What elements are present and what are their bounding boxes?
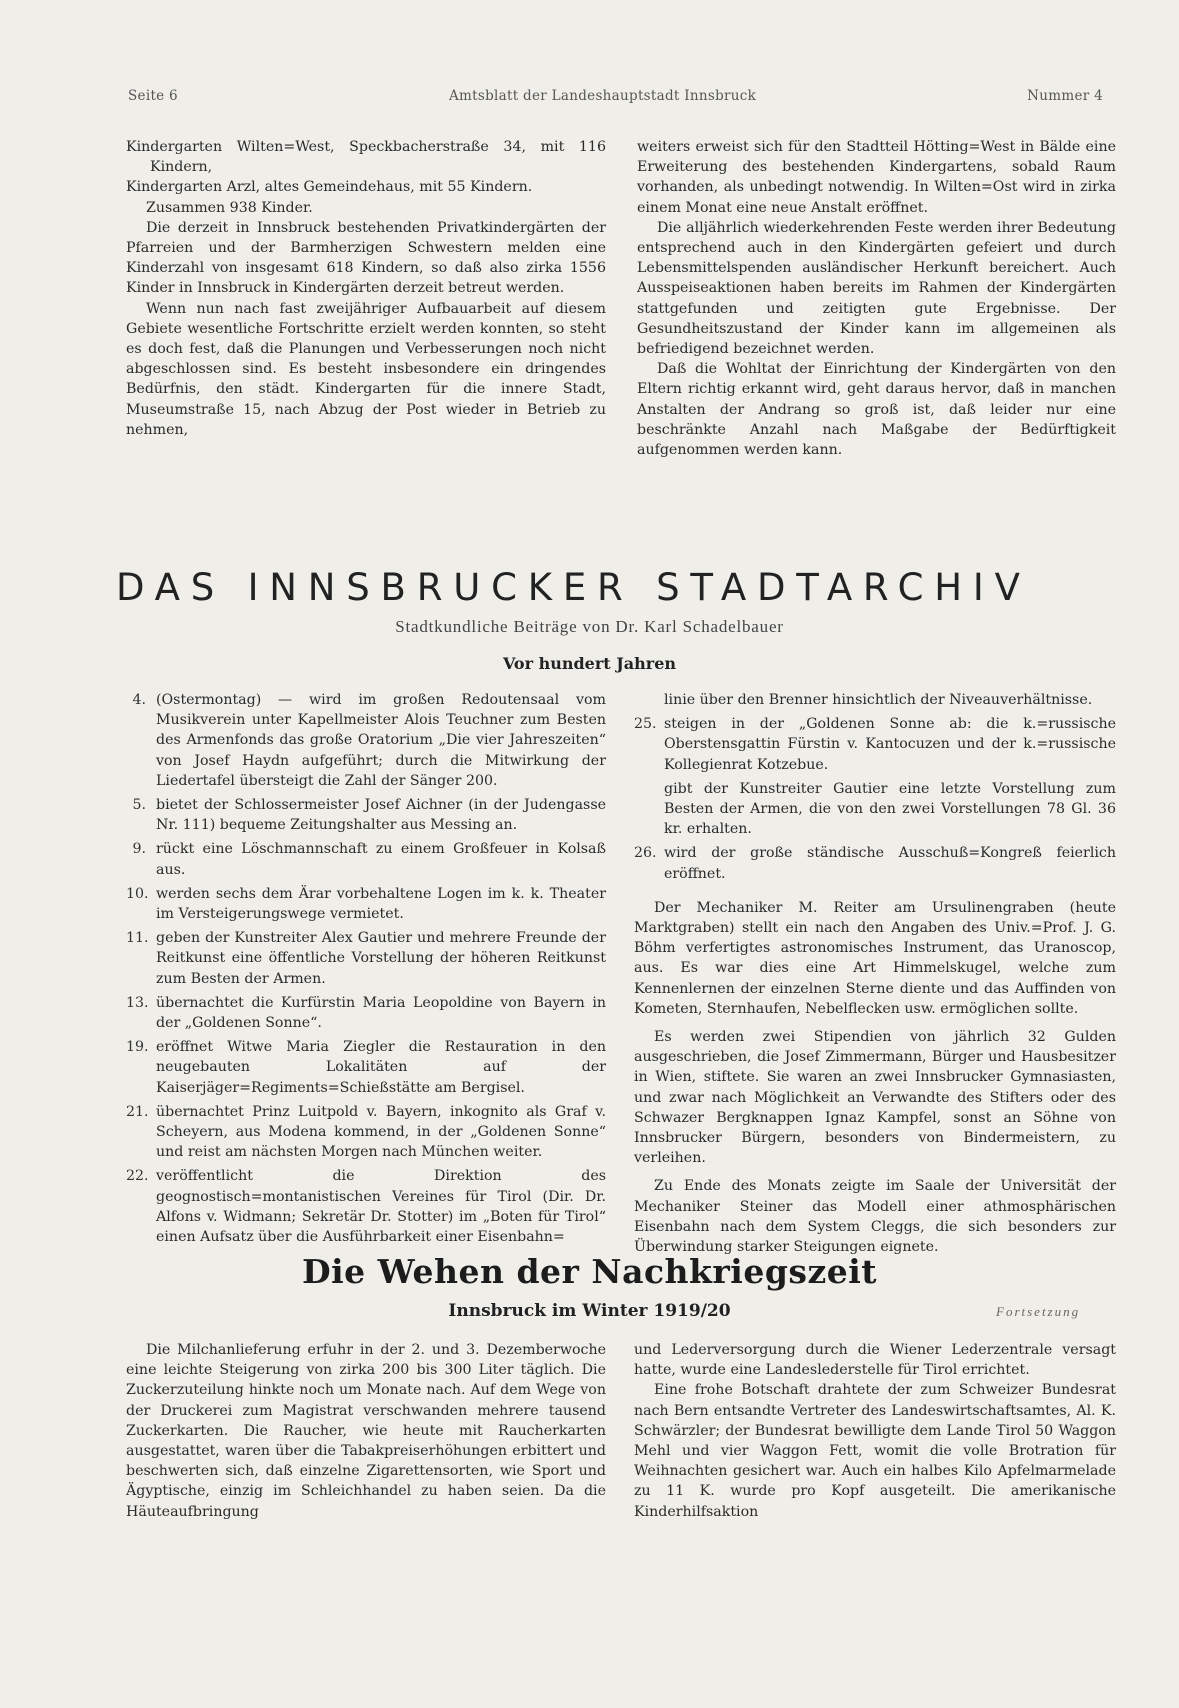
entry-text: übernachtet die Kurfürstin Maria Leopoldine von Bayern in der „Goldenen Sonne“. [156,994,606,1032]
article-title: Die Wehen der Nachkriegszeit [302,1252,877,1291]
running-header [128,88,1103,104]
entry-text: eröffnet Witwe Maria Ziegler die Restauration in den neugebauten Lokalitäten auf der Kaiserjäger=Regiments=Schießstätte am Bergisel. [156,1039,606,1096]
paragraph: Wenn nun nach fast zweijähriger Aufbauarbeit auf diesem Gebiete wesentliche Fortschritte erzielt werden konnten, so steht es doch fest, daß die Planungen und Verbesserungen noch nicht abgeschlossen sind. Es besteht insbesondere ein dringendes Bedürfnis, den städt. Kindergarten für die innere Stadt, Museumstraße 15, nach Abzug der Post wieder in Betrieb zu nehmen, [126,300,606,438]
wehen-right-column [634,1340,1116,1522]
chronicle-entry [126,993,606,1033]
entry-text: veröffentlicht die Direktion des geognostisch=montanistischen Vereines für Tirol (Dir. Dr. Alfons v. Widmann; Sekretär Dr. Stotter) im „Boten für Tirol“ einen Aufsatz über die Ausführbarkeit einer Eisenbahn= [156,1168,606,1246]
entry-date: 10. [126,885,149,902]
paragraph: Zu Ende des Monats zeigte im Saale der Universität der Mechaniker Steiner das Modell einer athmosphärischen Eisenbahn nach dem System Cleggs, die sich besonders zur Überwindung starker Steigungen eignete. [634,1178,1116,1256]
spacer [634,884,1116,898]
paragraph: Die derzeit in Innsbruck bestehenden Privatkindergärten der Pfarreien und der Barmherzigen Schwestern melden eine Kinderzahl von insgesamt 618 Kindern, so daß also zirka 1556 Kinder in Innsbruck in Kindergärten derzeit betreut werden. [126,219,606,297]
article-subtitle: Innsbruck im Winter 1919/20 [448,1301,731,1321]
chronicle-entry [126,1037,606,1098]
entry-text: übernachtet Prinz Luitpold v. Bayern, inkognito als Graf v. Scheyern, aus Modena kommend, in der „Goldenen Sonne“ und reist am nächsten Morgen nach München weiter. [156,1103,606,1161]
paragraph: Eine frohe Botschaft drahtete der zum Schweizer Bundesrat nach Bern entsandte Vertreter des Landeswirtschaftsamtes, Al. K. Schwärzler; der Bundesrat bewilligte dem Lande Tirol 50 Waggon Mehl und vier Waggon Fett, womit die volle Brotration für Weihnachten gesichert war. Auch ein halbes Kilo Apfelmarmelade zu 11 K. wurde pro Kopf ausgeteilt. Die amerikanische Kinderhilfsaktion [634,1382,1116,1520]
entry-date: 25. [634,716,657,733]
kindergarten-left-column [126,137,606,440]
chronicle-entry [634,714,1116,775]
entry-text: wird der große ständische Ausschuß=Kongreß feierlich eröffnet. [664,845,1116,882]
publication-name: Amtsblatt der Landeshauptstadt Innsbruck [448,88,757,104]
entry-date: 11. [126,930,149,947]
chronicle-left-column [126,690,606,1247]
chronicle-entry [126,1102,606,1163]
chronicle-entry [126,690,606,791]
continued-note: Fortsetzung [996,1304,1081,1319]
archive-title: DAS INNSBRUCKER STADTARCHIV [116,566,1031,609]
entry-text: gibt der Kunstreiter Gautier eine letzte Vorstellung zum Besten der Armen, die von den zwei Vorstellungen 78 Gl. 36 kr. erhalten. [664,780,1116,838]
chronicle-right-column [634,690,1116,1257]
page-number: Seite 6 [128,88,178,104]
chronicle-entry [126,1166,606,1247]
entry-text: steigen in der „Goldenen Sonne ab: die k.=russische Oberstensgattin Fürstin v. Kantocuzen und der k.=russische Kollegienrat Kotzebue. [664,716,1116,773]
paragraph: und Lederversorgung durch die Wiener Lederzentrale versagt hatte, wurde eine Landeslederstelle für Tirol errichtet. [634,1342,1116,1379]
entry-text: linie über den Brenner hinsichtlich der Niveauverhältnisse. [664,692,1093,708]
section-heading: Vor hundert Jahren [502,654,677,673]
entry-date: 26. [634,845,657,862]
paragraph: Der Mechaniker M. Reiter am Ursulinengraben (heute Marktgraben) stellt ein nach den Angaben des Univ.=Prof. J. G. Böhm verfertigtes astronomisches Instrument, das Uranoscop, aus. Es war dies eine Art Himmelskugel, welche zum Kennenlernen der einzelnen Sterne diente und das Auffinden von Kometen, Sternhaufen, Nebelflecken usw. ermöglichen sollte. [634,899,1116,1017]
paragraph: Es werden zwei Stipendien von jährlich 32 Gulden ausgeschrieben, die Josef Zimmermann, Bürger und Hausbesitzer in Wien, stiftete. Sie waren an zwei Innsbrucker Gymnasiasten, und zwar nach Möglichkeit an Verwandte des Stifters oder des Schwazer Bergknappen Ignaz Kampfel, sonst an Söhne von Innsbrucker Bürgern, besonders von Bindermeistern, zu verleihen. [634,1029,1116,1167]
archive-subtitle: Stadtkundliche Beiträge von Dr. Karl Schadelbauer [395,617,784,636]
paragraph: weiters erweist sich für den Stadtteil Hötting=West in Bälde eine Erweiterung des bestehenden Kindergartens, sobald Raum vorhanden, als unbedingt notwendig. In Wilten=Ost wird in zirka einem Monat eine neue Anstalt eröffnet. [637,139,1116,216]
entry-date: 13. [126,994,149,1011]
paragraph: Die alljährlich wiederkehrenden Feste werden ihrer Bedeutung entsprechend auch in den Kindergärten gefeiert und durch Lebensmittelspenden ausländischer Herkunft bereichert. Auch Ausspeiseaktionen haben bereits im Rahmen der Kindergärten stattgefunden und zeitigten gute Ergebnisse. Der Gesundheitszustand der Kinder kann im allgemeinen als befriedigend bezeichnet werden. [637,219,1116,358]
entry-text: (Ostermontag) — wird im großen Redoutensaal vom Musikverein unter Kapellmeister Alois Teuchner zum Besten des Armenfonds das große Oratorium „Die vier Jahreszeiten“ von Josef Haydn aufgeführt; durch die Mitwirkung der Liedertafel übersteigt die Zahl der Sänger 200. [156,692,606,789]
entry-date [634,690,664,710]
kindergarten-right-column [637,137,1116,460]
chronicle-entry [126,795,606,835]
entry-date: 19. [126,1039,149,1056]
chronicle-entry [634,690,1116,710]
wehen-left-column [126,1340,606,1522]
entry-date: 5. [132,797,146,814]
entry-text: rückt eine Löschmannschaft zu einem Großfeuer in Kolsaß aus. [156,841,606,878]
entry-date [634,779,664,840]
chronicle-entry [126,928,606,989]
entry-date: 21. [126,1103,149,1120]
paragraph: Kindergarten Wilten=West, Speckbacherstraße 34, mit 116 Kindern, [126,139,606,176]
paragraph: Die Milchanlieferung erfuhr in der 2. und 3. Dezemberwoche eine leichte Steigerung von zirka 200 bis 300 Liter täglich. Die Zuckerzuteilung hinkte noch um Monate nach. Auf dem Wege von der Druckerei zum Magistrat verschwanden mehrere tausend Zuckerkarten. Die Raucher, wie heute mit Raucherkarten ausgestattet, waren über die Tabakpreiserhöhungen erbittert und beschwerten sich, daß einzelne Zigarettensorten, wie Sport und Ägyptische, einzig im Schleichhandel zu haben seien. Da die Häuteaufbringung [126,1342,606,1520]
entry-text: bietet der Schlossermeister Josef Aichner (in der Judengasse Nr. 111) bequeme Zeitungshalter aus Messing an. [156,797,606,834]
entry-date: 22. [126,1168,149,1185]
issue-number: Nummer 4 [1027,88,1103,104]
entry-text: geben der Kunstreiter Alex Gautier und mehrere Freunde der Reitkunst eine öffentliche Vorstellung der höheren Reitkunst zum Besten der Armen. [156,930,606,987]
chronicle-entry [634,843,1116,883]
chronicle-entry [126,839,606,879]
entry-date: 9. [132,841,146,858]
paragraph: Kindergarten Arzl, altes Gemeindehaus, mit 55 Kindern. [126,179,533,196]
entry-date: 4. [132,692,146,708]
paragraph: Daß die Wohltat der Einrichtung der Kindergärten von den Eltern richtig erkannt wird, geht daraus hervor, daß in manchen Anstalten der Andrang so groß ist, daß leider nur eine beschränkte Anzahl nach Maßgabe der Bedürftigkeit aufgenommen werden kann. [637,361,1116,459]
chronicle-entry [126,884,606,924]
paragraph: Zusammen 938 Kinder. [146,199,313,216]
chronicle-entry [634,779,1116,840]
entry-text: werden sechs dem Ärar vorbehaltene Logen im k. k. Theater im Versteigerungswege vermietet. [156,885,606,923]
